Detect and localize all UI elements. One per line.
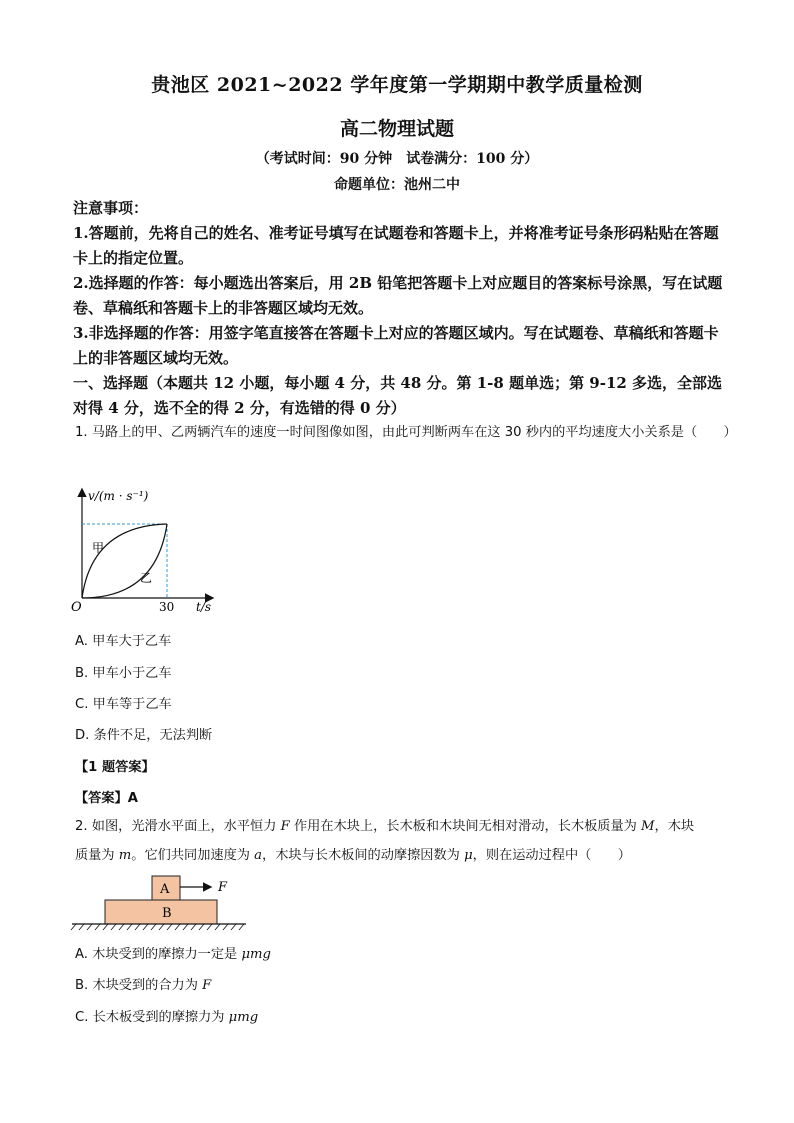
exam-time-info: （考试时间：90 分钟 试卷满分：100 分） — [255, 151, 539, 167]
notes-item: 2.选择题的作答：每小题选出答案后，用 2B 铅笔把答题卡上对应题目的答案标号涂黑，写在试题卷、草稿纸和答题卡上的非答题区域均无效。 — [73, 274, 723, 317]
ground-hatching — [71, 924, 244, 930]
board-b — [105, 900, 217, 924]
exam-title: 贵池区 2021~2022 学年度第一学期期中教学质量检测 — [151, 74, 643, 96]
notes-item: 1.答题前，先将自己的姓名、准考证号填写在试题卷和答题卡上，并将准考证号条形码粘贴在答题卡上的指定位置。 — [73, 224, 719, 267]
board-b-label: B — [162, 906, 172, 921]
question-1-option-d[interactable]: D. 条件不足，无法判断 — [75, 728, 213, 743]
exam-subtitle: 高二物理试题 — [339, 118, 454, 140]
x-tick-label: 30 — [159, 600, 175, 614]
question-1-answer: 【答案】A — [75, 791, 138, 806]
question-2-option-a[interactable]: A. 木块受到的摩擦力一定是 μmg — [75, 947, 271, 962]
curve-jia — [82, 524, 167, 598]
velocity-time-graph — [70, 484, 270, 614]
y-axis-label: v/(m · s⁻¹) — [88, 489, 149, 503]
question-2-text: 2. 如图，光滑水平面上，水平恒力 F 作用在木块上，长木板和木块间无相对滑动，长木板质量为 M，木块 质量为 m。它们共同加速度为 a，木块与长木板间的动摩擦因数为 μ，则在运动过程中（ ） — [75, 819, 695, 863]
question-1-option-a[interactable]: A. 甲车大于乙车 — [75, 634, 172, 649]
question-2-option-c[interactable]: C. 长木板受到的摩擦力为 μmg — [75, 1010, 259, 1025]
block-on-board-figure — [70, 872, 260, 934]
question-1-option-b[interactable]: B. 甲车小于乙车 — [75, 666, 172, 681]
curve-yi — [82, 524, 167, 598]
force-label: F — [218, 880, 228, 895]
curve-jia-label: 甲 — [92, 541, 105, 555]
curve-yi-label: 乙 — [140, 571, 153, 585]
notes-section — [73, 196, 733, 421]
notes-item: 3.非选择题的作答：用签字笔直接答在答题卡上对应的答题区域内。写在试题卷、草稿纸和答题卡上的非答题区域均无效。 — [73, 324, 719, 367]
question-2-option-b[interactable]: B. 木块受到的合力为 F — [75, 978, 212, 993]
question-1-answer-heading: 【1 题答案】 — [75, 760, 155, 775]
origin-label: O — [71, 600, 82, 614]
question-1-option-c[interactable]: C. 甲车等于乙车 — [75, 697, 172, 712]
exam-unit: 命题单位：池州二中 — [334, 177, 460, 193]
section-heading: 一、选择题（本题共 12 小题，每小题 4 分，共 48 分。第 1-8 题单选；第 9-12 多选，全部选对得 4 分，选不全的得 2 分，有选错的得 0 分） — [73, 374, 723, 417]
x-axis-label: t/s — [196, 600, 212, 614]
notes-heading: 注意事项： — [73, 199, 149, 217]
block-a-label: A — [160, 882, 170, 897]
question-1-text: 1. 马路上的甲、乙两辆汽车的速度一时间图像如图，由此可判断两车在这 30 秒内的平均速度大小关系是（ ） — [75, 425, 737, 440]
